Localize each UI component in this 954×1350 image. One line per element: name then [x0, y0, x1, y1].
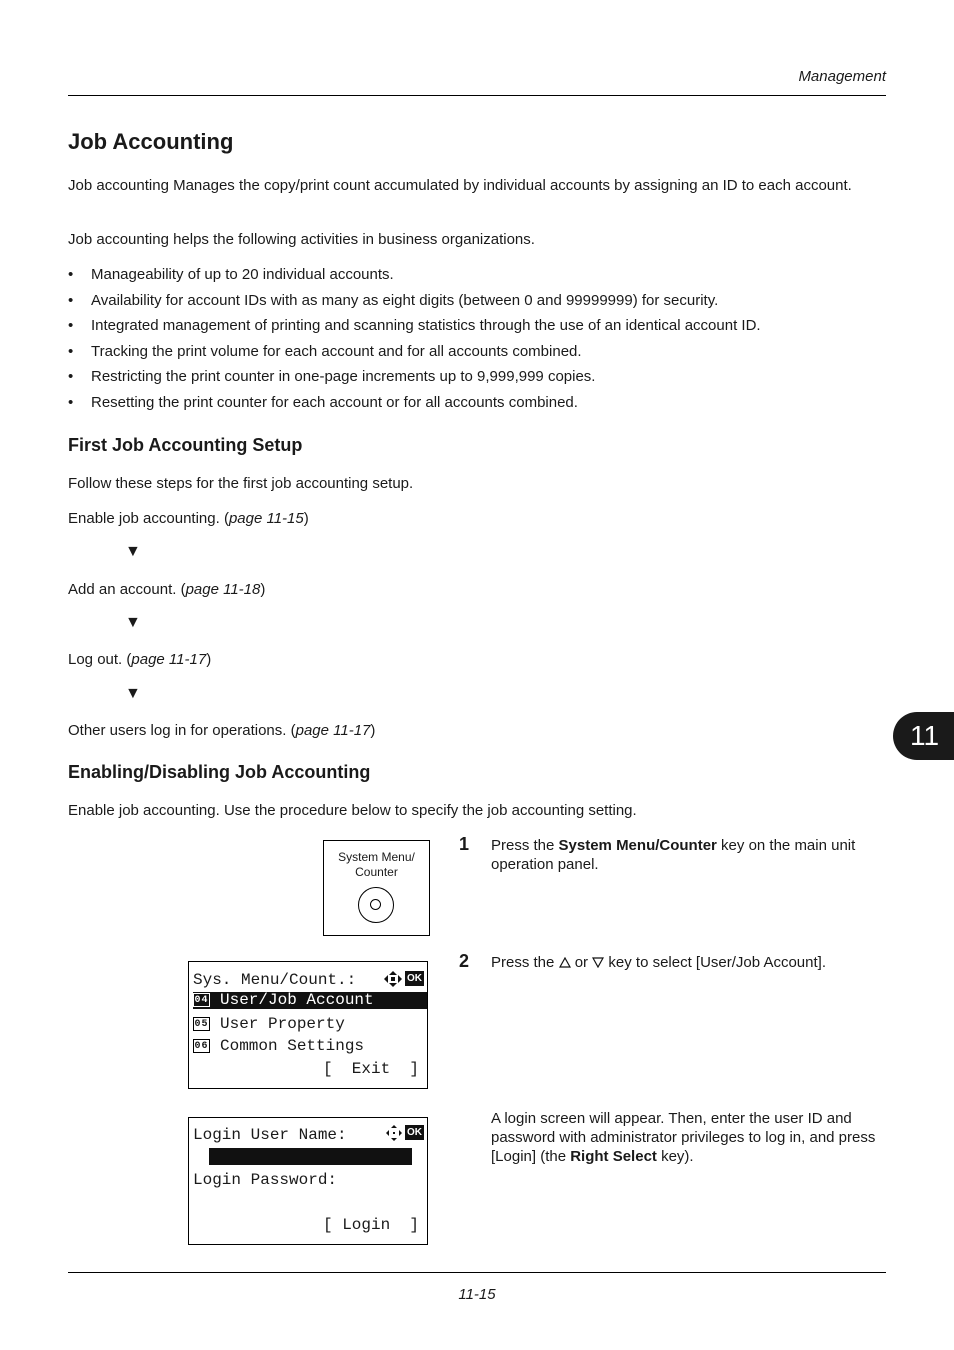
step-2-text [491, 953, 886, 972]
step-text: Press the [491, 837, 559, 854]
list-item: • Manageability of up to 20 individual accounts. [68, 265, 878, 291]
step-text: Press the [491, 954, 559, 971]
step-text: or [570, 954, 593, 971]
lcd-screen-login [188, 1117, 428, 1245]
footer-rule [68, 1272, 886, 1273]
down-arrow-icon: ▼ [125, 614, 141, 631]
flow-step-other-users [68, 721, 868, 740]
key-name: System Menu/Counter [558, 837, 717, 854]
flow-step-add-account [68, 580, 868, 599]
flow-text: Add an account. ( [68, 581, 186, 598]
menu-item-label: Common Settings [220, 1037, 365, 1055]
flow-close: ) [370, 722, 376, 739]
first-setup-intro: Follow these steps for the first job accounting setup. [68, 475, 414, 492]
intro-paragraph-2: Job accounting helps the following activities in business organizations. [68, 231, 535, 248]
section-heading-first-setup: First Job Accounting Setup [68, 435, 303, 455]
down-triangle-icon [592, 957, 604, 968]
page-ref-link[interactable]: page 11-17 [295, 722, 371, 739]
key-name: Right Select [570, 1148, 657, 1165]
flow-close: ) [206, 651, 212, 668]
note-text: A login screen will appear. Then, enter the user ID and password with administrator privileges to log in, and press [Login] (the [491, 1110, 876, 1165]
flow-text: Enable job accounting. ( [68, 510, 229, 527]
list-item: • Integrated management of printing and scanning statistics through the use of an identical account ID. [68, 316, 878, 342]
system-menu-key-illustration [323, 840, 430, 936]
flow-close: ) [260, 581, 266, 598]
key-label [324, 850, 429, 880]
ok-icon: OK [407, 973, 422, 984]
menu-item-label: User/Job Account [220, 991, 374, 1009]
down-arrow-icon: ▼ [125, 685, 141, 702]
flow-step-enable [68, 509, 868, 528]
lcd-screen-system-menu [188, 961, 428, 1089]
password-label: Login Password: [193, 1171, 338, 1189]
page-ref-link[interactable]: page 11-18 [185, 581, 261, 598]
item-number-badge: 06 [194, 1040, 209, 1052]
screen-title: Login User Name: [193, 1126, 347, 1144]
step-text: key to select [User/Job Account]. [604, 954, 826, 971]
page-title: Job Accounting [68, 129, 234, 154]
menu-item-user-job-account[interactable] [193, 992, 427, 1009]
note-text: key). [656, 1148, 694, 1165]
enabling-intro: Enable job accounting. Use the procedure below to specify the job accounting setting. [68, 802, 637, 819]
login-user-name-input[interactable] [209, 1148, 412, 1165]
flow-text: Log out. ( [68, 651, 132, 668]
step-number: 1 [459, 834, 470, 854]
down-arrow-icon: ▼ [125, 543, 141, 560]
exit-softkey[interactable]: [ Exit ] [322, 1060, 419, 1078]
up-triangle-icon [559, 957, 571, 968]
page-ref-link[interactable]: page 11-17 [131, 651, 207, 668]
flow-step-log-out [68, 650, 868, 669]
step-text: key on the main unit operation panel. [491, 837, 856, 873]
page-number: 11-15 [458, 1286, 496, 1303]
flow-text: Other users log in for operations. ( [68, 722, 296, 739]
feature-list [68, 265, 878, 419]
login-softkey[interactable]: [ Login ] [322, 1216, 419, 1234]
key-button-icon [358, 887, 394, 923]
header-rule [68, 95, 886, 96]
page-ref-link[interactable]: page 11-15 [228, 510, 304, 527]
flow-close: ) [303, 510, 309, 527]
key-label-line: System Menu/ [338, 850, 415, 864]
chapter-tab: 11 [893, 712, 954, 760]
intro-paragraph-1: Job accounting Manages the copy/print count accumulated by individual accounts by assigning an ID to each account. [68, 177, 852, 194]
list-item: • Resetting the print counter for each account or for all accounts combined. [68, 393, 878, 419]
key-label-line: Counter [355, 865, 398, 879]
screen-title: Sys. Menu/Count.: [193, 971, 357, 989]
item-number-badge: 04 [194, 994, 209, 1006]
item-number-badge: 05 [194, 1018, 209, 1030]
menu-item-label: User Property [220, 1015, 345, 1033]
menu-item-common-settings[interactable] [193, 1036, 364, 1056]
menu-item-user-property[interactable] [193, 1014, 345, 1034]
step-1-text [491, 836, 886, 874]
section-heading-enabling: Enabling/Disabling Job Accounting [68, 762, 371, 782]
four-way-nav-icon [384, 971, 402, 987]
running-header: Management [798, 68, 886, 85]
login-note [491, 1109, 886, 1166]
list-item: • Tracking the print volume for each account and for all accounts combined. [68, 342, 878, 368]
four-way-nav-dotted-icon [386, 1125, 402, 1141]
step-number: 2 [459, 951, 470, 971]
list-item: • Availability for account IDs with as many as eight digits (between 0 and 99999999) for security. [68, 291, 878, 317]
ok-icon: OK [407, 1127, 422, 1138]
list-item: • Restricting the print counter in one-page increments up to 9,999,999 copies. [68, 367, 878, 393]
